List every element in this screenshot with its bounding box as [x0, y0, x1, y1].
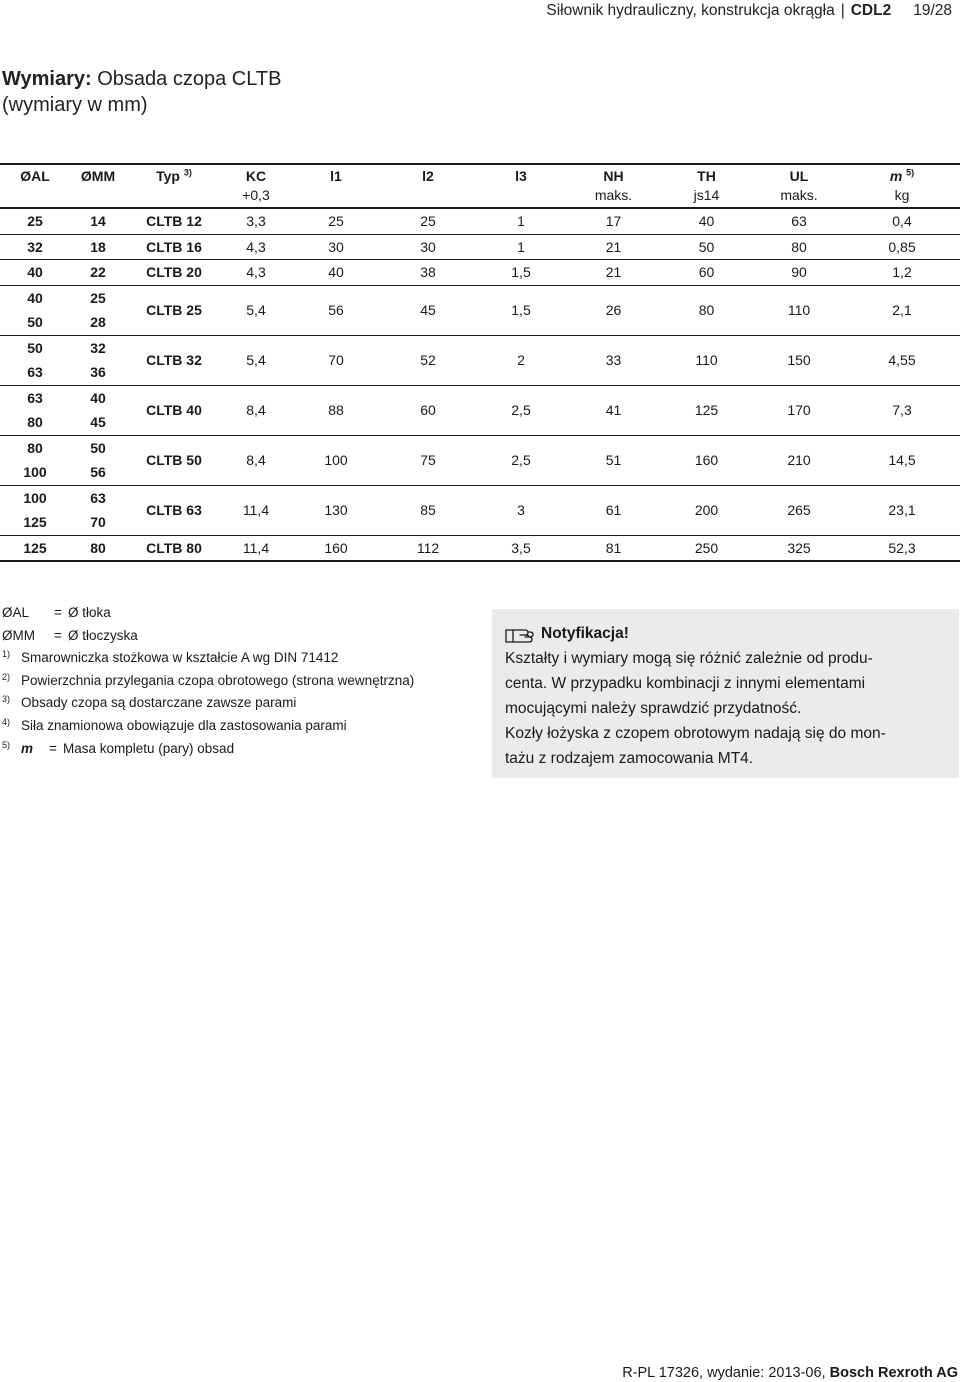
column-header: ØAL: [0, 164, 70, 208]
cell-nh: 26: [568, 285, 659, 335]
cell-mm: 28: [70, 310, 126, 335]
cell-mm: 32: [90, 339, 106, 356]
cell-typ: CLTB 80: [126, 535, 222, 561]
cell-kc: 11,4: [222, 485, 290, 535]
cell-al: 63: [27, 389, 43, 406]
cell-al: 32: [0, 234, 70, 260]
def-mm: ØMM = Ø tłoczyska: [2, 627, 138, 643]
cell-m: 23,1: [844, 485, 960, 535]
cell-mm: 18: [70, 234, 126, 260]
cell-l3: 1,5: [474, 260, 568, 286]
footer-company: Bosch Rexroth AG: [829, 1365, 958, 1381]
cell-nh: 81: [568, 535, 659, 561]
cell-ul: 80: [754, 234, 844, 260]
cell-m: 2,1: [844, 285, 960, 335]
cell-kc: 11,4: [222, 535, 290, 561]
footnote-2: 2) Powierzchnia przylegania czopa obrotowego (strona wewnętrzna): [2, 671, 415, 688]
column-header: KC +0,3: [222, 164, 290, 208]
table-row: [0, 435, 960, 460]
cell-al: 50: [0, 310, 70, 335]
cell-th: 125: [659, 385, 754, 435]
cell-ul: 265: [754, 485, 844, 535]
cell-al: 40: [0, 260, 70, 286]
table-row: [0, 335, 960, 360]
table-row: [0, 385, 960, 410]
cell-ul: 63: [754, 208, 844, 234]
cell-al: 125: [0, 510, 70, 535]
cell-ul: 170: [754, 385, 844, 435]
column-header: l2: [382, 164, 474, 208]
cell-mm: 70: [70, 510, 126, 535]
cell-l1: 88: [290, 385, 382, 435]
cell-m: 1,2: [844, 260, 960, 286]
table-row: [0, 535, 960, 561]
table-row: [0, 285, 960, 310]
cell-ul: 90: [754, 260, 844, 286]
cell-l1: 25: [290, 208, 382, 234]
cell-l1: 70: [290, 335, 382, 385]
page-title: [2, 66, 281, 118]
cell-th: 200: [659, 485, 754, 535]
cell-l3: 2,5: [474, 435, 568, 485]
cell-al: 80: [27, 439, 43, 456]
table-row: [0, 234, 960, 260]
cell-mm: 80: [70, 535, 126, 561]
table-row: [0, 260, 960, 286]
column-header: NH maks.: [568, 164, 659, 208]
footnote-4: 4) Siła znamionowa obowiązuje dla zastosowania parami: [2, 716, 347, 733]
column-header: l3: [474, 164, 568, 208]
cell-m: 7,3: [844, 385, 960, 435]
cell-th: 80: [659, 285, 754, 335]
cell-m: 52,3: [844, 535, 960, 561]
cell-mm: 56: [70, 460, 126, 485]
cell-nh: 21: [568, 234, 659, 260]
cell-nh: 17: [568, 208, 659, 234]
cell-al: 63: [0, 360, 70, 385]
cell-typ: CLTB 63: [126, 485, 222, 535]
column-header: m $^{5)}$ kg: [844, 164, 960, 208]
notice-line-2: centa. W przypadku kombinacji z innymi elementami: [505, 675, 866, 692]
cell-l2: 30: [382, 234, 474, 260]
cell-l1: 130: [290, 485, 382, 535]
def-al: ØAL = Ø tłoka: [2, 605, 111, 620]
page-number: 19/28: [913, 2, 952, 19]
cell-kc: 4,3: [222, 260, 290, 286]
cell-kc: 4,3: [222, 234, 290, 260]
cell-l1: 30: [290, 234, 382, 260]
cell-typ: CLTB 12: [126, 208, 222, 234]
cell-nh: 21: [568, 260, 659, 286]
cell-mm: 25: [90, 289, 106, 306]
notice-box: [492, 609, 959, 778]
cell-l1: 40: [290, 260, 382, 286]
header-title: Siłownik hydrauliczny, konstrukcja okrągła: [546, 2, 835, 19]
cell-kc: 5,4: [222, 285, 290, 335]
cell-typ: CLTB 16: [126, 234, 222, 260]
title-text: Obsada czopa CLTB: [97, 68, 282, 90]
notice-line-5: tażu z rodzajem zamocowania MT4.: [505, 750, 754, 767]
pointing-hand-icon: [505, 622, 537, 644]
cell-mm: 50: [90, 439, 106, 456]
cell-l3: 1: [474, 208, 568, 234]
cell-al: 50: [27, 339, 43, 356]
cell-typ: CLTB 40: [126, 385, 222, 435]
title-label: Wymiary:: [2, 68, 92, 90]
notice-header: [505, 621, 945, 645]
cell-l2: 85: [382, 485, 474, 535]
page-footer: [622, 1364, 958, 1382]
cell-kc: 3,3: [222, 208, 290, 234]
column-header: TH js14: [659, 164, 754, 208]
table-body: [0, 208, 960, 561]
cell-typ: CLTB 32: [126, 335, 222, 385]
cell-al: 125: [0, 535, 70, 561]
cell-th: 250: [659, 535, 754, 561]
cell-l1: 160: [290, 535, 382, 561]
cell-th: 60: [659, 260, 754, 286]
cell-l2: 112: [382, 535, 474, 561]
cell-l3: 3,5: [474, 535, 568, 561]
footnote-3: 3) Obsady czopa są dostarczane zawsze parami: [2, 694, 297, 711]
header-separator: |: [840, 2, 845, 19]
cell-kc: 8,4: [222, 435, 290, 485]
cell-nh: 33: [568, 335, 659, 385]
cell-l3: 1,5: [474, 285, 568, 335]
cell-al: 100: [0, 460, 70, 485]
cell-ul: 210: [754, 435, 844, 485]
cell-mm: 63: [90, 489, 106, 506]
cell-nh: 51: [568, 435, 659, 485]
cell-m: 0,4: [844, 208, 960, 234]
cell-l1: 100: [290, 435, 382, 485]
cell-mm: 22: [70, 260, 126, 286]
cell-l3: 2: [474, 335, 568, 385]
cell-al: 80: [0, 410, 70, 435]
cell-m: 14,5: [844, 435, 960, 485]
cell-al: 40: [27, 289, 43, 306]
column-header: UL maks.: [754, 164, 844, 208]
footer-text: R-PL 17326, wydanie: 2013-06,: [622, 1365, 826, 1381]
cell-th: 40: [659, 208, 754, 234]
cell-l2: 25: [382, 208, 474, 234]
cell-th: 110: [659, 335, 754, 385]
cell-l2: 38: [382, 260, 474, 286]
cell-mm: 14: [70, 208, 126, 234]
cell-l3: 3: [474, 485, 568, 535]
column-header: l1: [290, 164, 382, 208]
cell-m: 0,85: [844, 234, 960, 260]
cell-l2: 45: [382, 285, 474, 335]
column-header: Typ $^{3)}$: [126, 164, 222, 208]
cell-l3: 1: [474, 234, 568, 260]
cell-typ: CLTB 25: [126, 285, 222, 335]
notice-line-1: Kształty i wymiary mogą się różnić zależnie od produ-: [505, 650, 873, 667]
table-header: [0, 164, 960, 208]
cell-l3: 2,5: [474, 385, 568, 435]
dimensions-table: [0, 163, 960, 562]
cell-th: 160: [659, 435, 754, 485]
cell-kc: 8,4: [222, 385, 290, 435]
cell-l1: 56: [290, 285, 382, 335]
notice-line-3: mocującymi należy sprawdzić przydatność.: [505, 700, 802, 717]
cell-l2: 52: [382, 335, 474, 385]
cell-m: 4,55: [844, 335, 960, 385]
table-row: [0, 485, 960, 510]
legend-notes: [2, 602, 482, 760]
cell-typ: CLTB 20: [126, 260, 222, 286]
cell-ul: 150: [754, 335, 844, 385]
cell-th: 50: [659, 234, 754, 260]
footnote-1: 1) Smarowniczka stożkowa w kształcie A wg DIN 71412: [2, 649, 339, 666]
cell-nh: 41: [568, 385, 659, 435]
notice-line-4: Kozły łożyska z czopem obrotowym nadają się do mon-: [505, 725, 886, 742]
cell-mm: 40: [90, 389, 106, 406]
cell-typ: CLTB 50: [126, 435, 222, 485]
cell-mm: 36: [70, 360, 126, 385]
cell-kc: 5,4: [222, 335, 290, 385]
cell-l2: 60: [382, 385, 474, 435]
column-header: ØMM: [70, 164, 126, 208]
header-product: CDL2: [850, 2, 892, 19]
cell-al: 25: [0, 208, 70, 234]
notice-title: Notyfikacja!: [541, 624, 629, 642]
title-subtitle: (wymiary w mm): [2, 94, 148, 116]
table-row: [0, 208, 960, 234]
cell-mm: 45: [70, 410, 126, 435]
cell-ul: 110: [754, 285, 844, 335]
cell-ul: 325: [754, 535, 844, 561]
cell-al: 100: [23, 489, 47, 506]
cell-l2: 75: [382, 435, 474, 485]
footnote-5: 5) m = Masa kompletu (pary) obsad: [2, 739, 235, 756]
cell-nh: 61: [568, 485, 659, 535]
page-header: [546, 0, 952, 22]
